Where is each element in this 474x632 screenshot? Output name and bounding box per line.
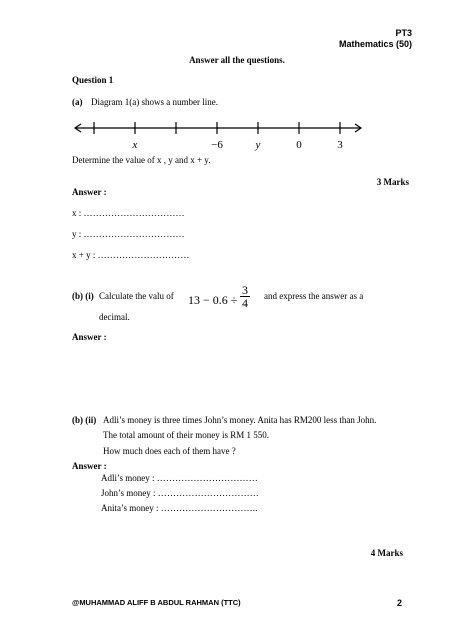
fraction-numerator: 3 xyxy=(242,283,248,297)
number-line-label-3: 3 xyxy=(337,139,343,151)
answer-dots-john: …………………………… xyxy=(157,488,259,498)
number-line-label-y: y xyxy=(255,139,261,151)
question-title: Question 1 xyxy=(72,75,114,85)
answer-line-anita xyxy=(101,503,258,513)
part-b-i-text-after: and express the answer as a xyxy=(264,291,364,301)
answer-label-john: John’s money : xyxy=(101,488,156,498)
answer-line-y xyxy=(72,229,185,239)
answer-label-x-plus-y: x + y : xyxy=(72,250,96,260)
part-a-prompt: Determine the value of x , y and x + y. xyxy=(72,155,211,165)
part-a-marks: 3 Marks xyxy=(376,177,409,187)
answer-line-x-plus-y xyxy=(72,250,190,260)
answer-label-x: x : xyxy=(72,208,82,218)
answer-label-adli: Adli’s money : xyxy=(101,473,155,483)
part-a-text: Diagram 1(a) shows a number line. xyxy=(91,97,218,107)
number-line-label-x: x xyxy=(132,139,138,151)
answer-dots-y: …………………………… xyxy=(83,229,185,239)
part-b-ii-label: (b) (ii) xyxy=(72,415,97,425)
number-line-label-0: 0 xyxy=(296,139,302,151)
header-code: PT3 xyxy=(395,28,412,38)
part-a-answer-heading: Answer : xyxy=(72,187,107,197)
number-line-label-neg6: −6 xyxy=(211,139,223,151)
part-b-ii-line-3: How much does each of them have ? xyxy=(103,446,236,456)
part-b-ii-marks: 4 Marks xyxy=(370,548,403,558)
answer-dots-anita: ………………………….. xyxy=(160,503,258,513)
part-b-i-answer-heading: Answer : xyxy=(72,332,107,342)
answer-dots-adli: …………………………… xyxy=(156,473,258,483)
answer-line-adli xyxy=(101,473,258,483)
number-line xyxy=(70,118,370,152)
part-b-ii-answer-heading: Answer : xyxy=(72,461,107,471)
answer-dots-x: …………………………… xyxy=(83,208,185,218)
answer-label-y: y : xyxy=(72,229,82,239)
answer-line-john xyxy=(101,488,259,498)
part-b-ii-line-1: Adli’s money is three times John’s money. Anita has RM200 less than John. xyxy=(103,415,377,425)
header-subject: Mathematics (50) xyxy=(338,39,412,49)
expression-fraction xyxy=(240,284,250,309)
instruction-heading: Answer all the questions. xyxy=(189,55,285,65)
math-expression xyxy=(188,284,258,314)
part-b-i-text-cont: decimal. xyxy=(99,312,130,322)
fraction-denominator: 4 xyxy=(242,296,248,310)
answer-dots-x-plus-y: ………………………… xyxy=(97,250,190,260)
footer-author: @MUHAMMAD ALIFF B ABDUL RAHMAN (TTC) xyxy=(72,598,241,607)
answer-line-x xyxy=(72,208,185,218)
answer-label-anita: Anita’s money : xyxy=(101,503,159,513)
expression-main: 13 − 0.6 ÷ xyxy=(188,293,238,307)
page-number: 2 xyxy=(396,598,402,608)
part-b-i-label: (b) (i) xyxy=(72,291,94,301)
part-a-label: (a) xyxy=(72,97,83,107)
part-b-i-text: Calculate the valu of xyxy=(99,291,174,301)
part-b-ii-line-2: The total amount of their money is RM 1 550. xyxy=(103,430,269,440)
